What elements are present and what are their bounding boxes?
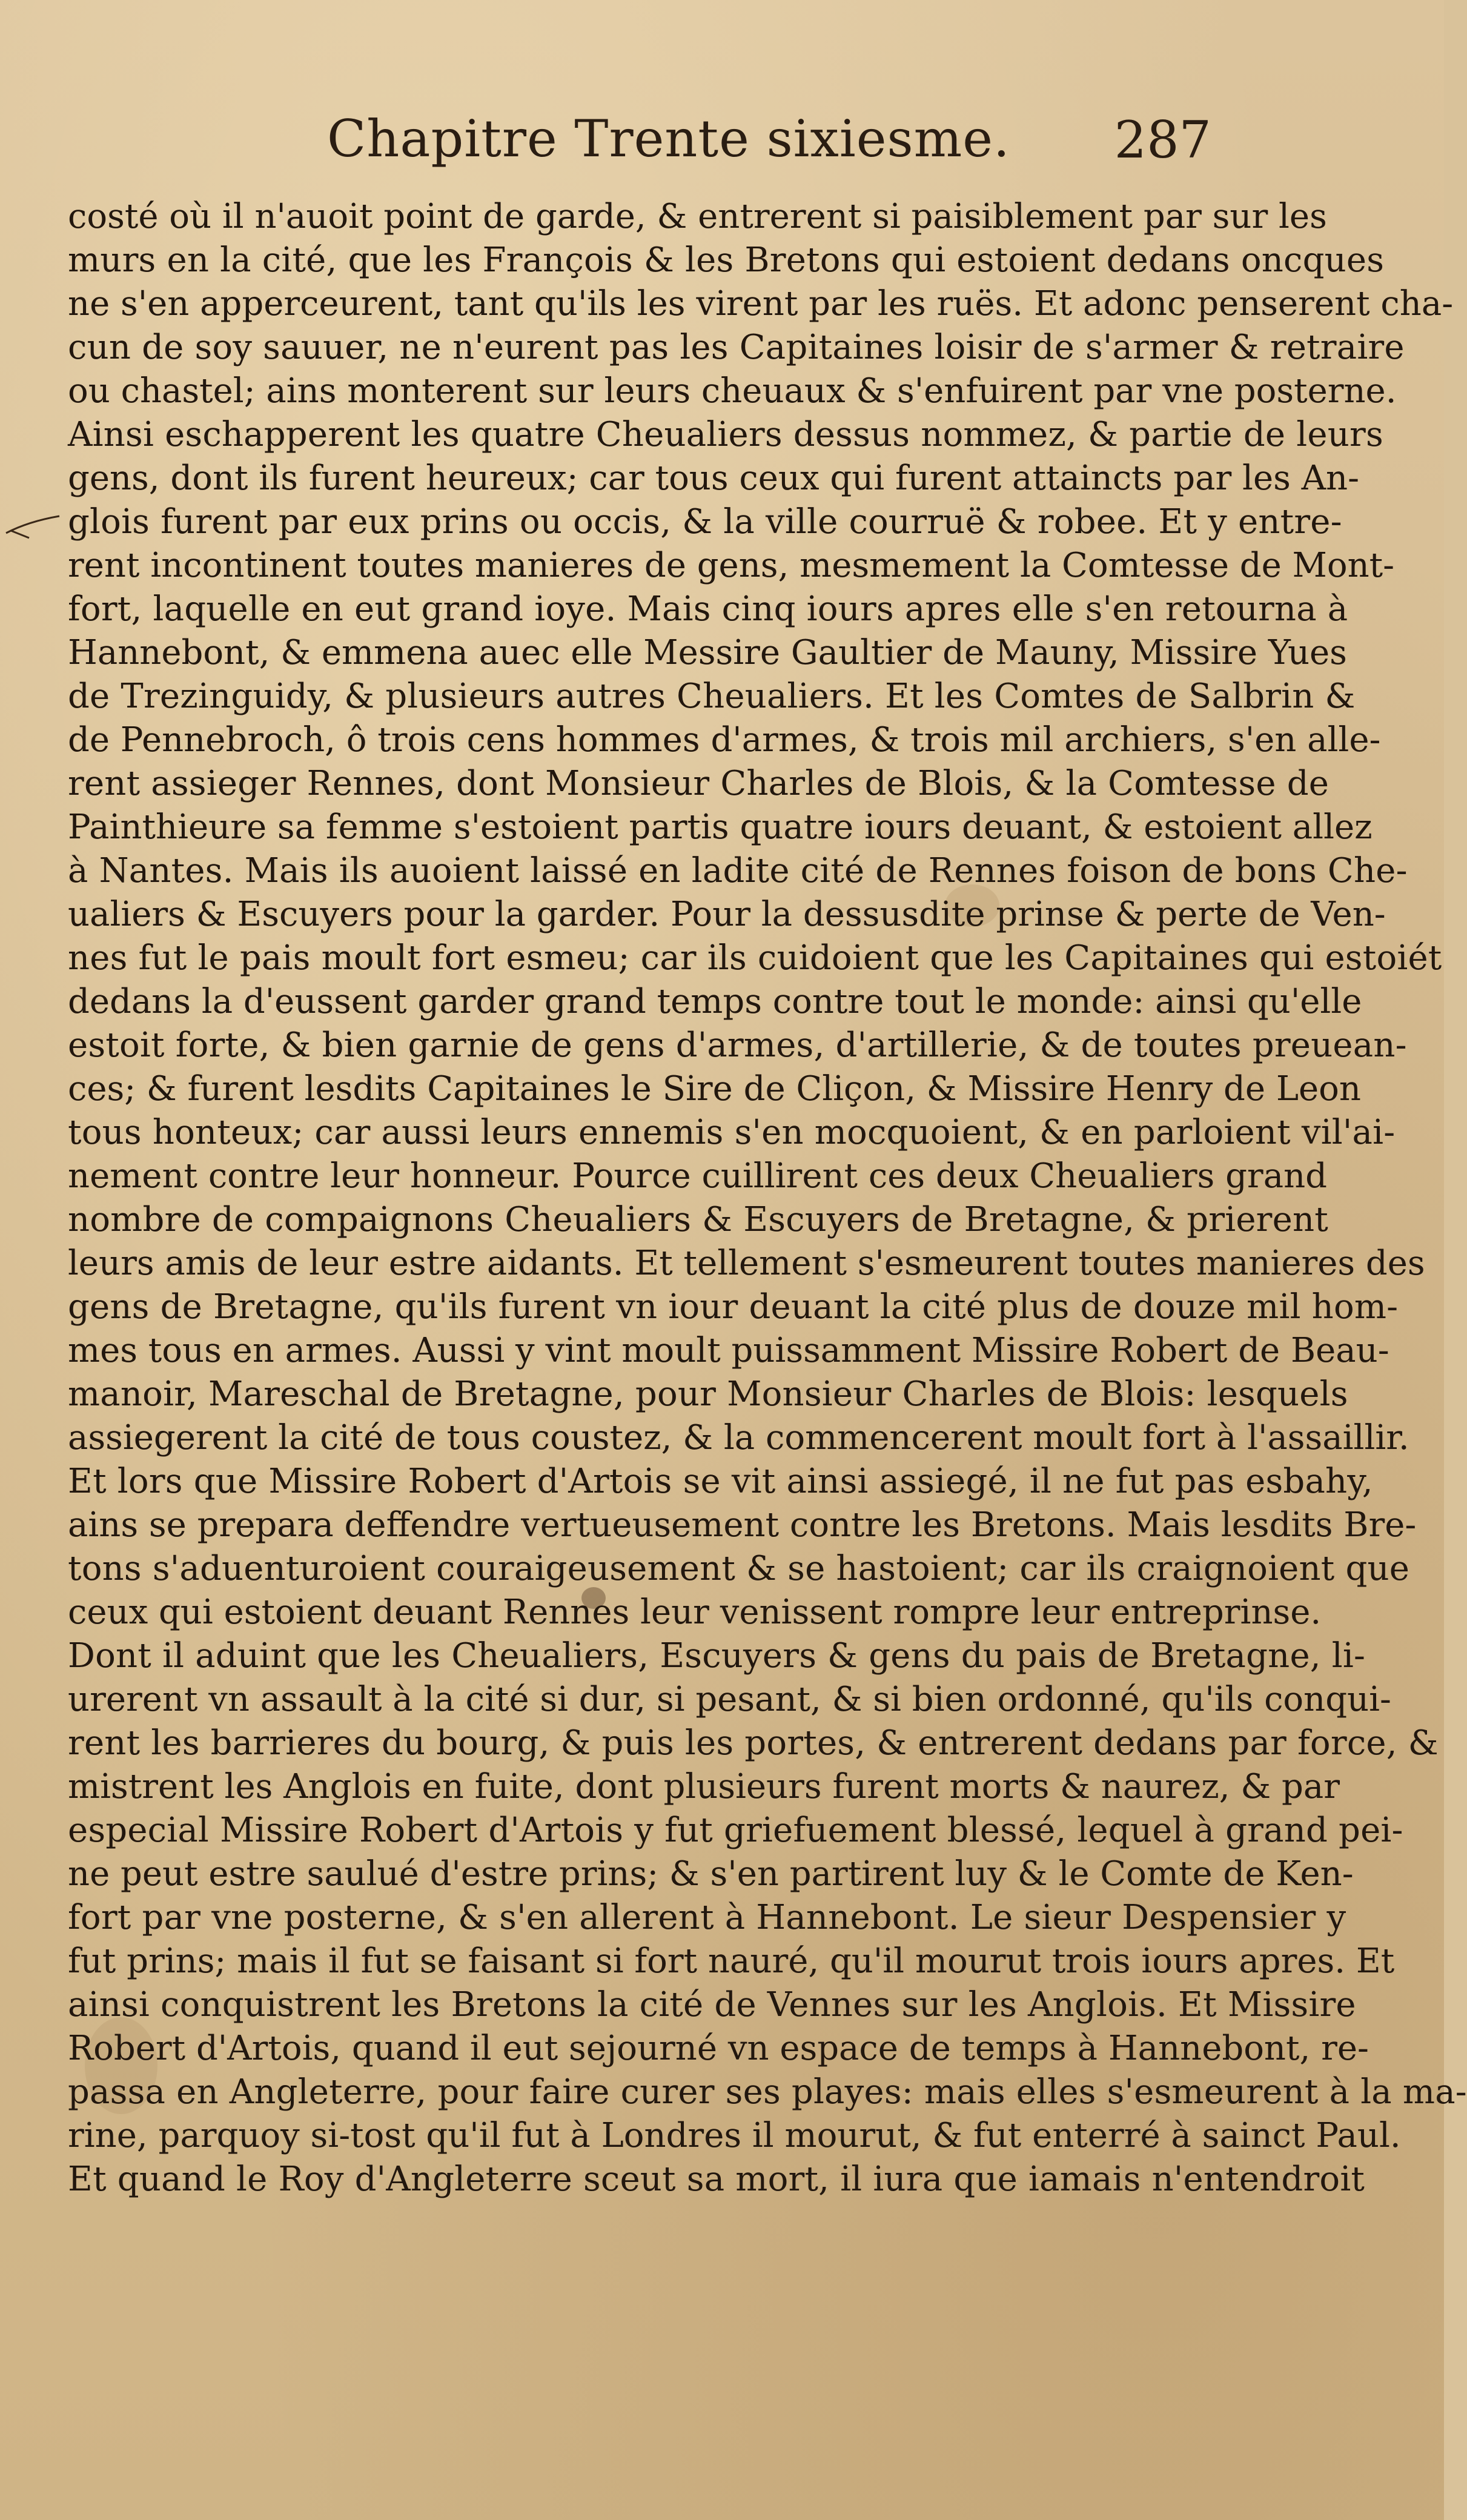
text-line: rent incontinent toutes manieres de gens, mesmement la Comtesse de Mont- (68, 546, 1395, 585)
text-line: leurs amis de leur estre aidants. Et tellement s'esmeurent toutes manieres des (68, 1244, 1425, 1283)
text-line: cun de soy sauuer, ne n'eurent pas les Capitaines loisir de s'armer & retraire (68, 328, 1405, 367)
text-line: nes fut le pais moult fort esmeu; car ils cuidoient que les Capitaines qui estoiét (68, 938, 1442, 978)
text-line: ains se prepara deffendre vertueusement contre les Bretons. Mais lesdits Bre- (68, 1505, 1417, 1545)
text-line: Hannebont, & emmena auec elle Messire Gaultier de Mauny, Missire Yues (68, 633, 1347, 672)
text-line: à Nantes. Mais ils auoient laissé en ladite cité de Rennes foison de bons Che- (68, 851, 1408, 890)
text-line: dedans la d'eussent garder grand temps contre tout le monde: ainsi qu'elle (68, 982, 1362, 1021)
text-line: tous honteux; car aussi leurs ennemis s'en mocquoient, & en parloient vil'ai- (68, 1113, 1396, 1152)
text-line: ne s'en apperceurent, tant qu'ils les virent par les ruës. Et adonc penserent cha- (68, 284, 1454, 323)
text-line: especial Missire Robert d'Artois y fut griefuement blessé, lequel à grand pei- (68, 1811, 1403, 1850)
text-line: ne peut estre saulué d'estre prins; & s'en partirent luy & le Comte de Ken- (68, 1854, 1354, 1894)
text-line: mes tous en armes. Aussi y vint moult puissamment Missire Robert de Beau- (68, 1331, 1389, 1370)
text-line: rent les barrieres du bourg, & puis les portes, & entrerent dedans par force, & (68, 1723, 1439, 1763)
text-line: de Trezinguidy, & plusieurs autres Cheualiers. Et les Comtes de Salbrin & (68, 677, 1356, 716)
text-line: Robert d'Artois, quand il eut sejourné vn espace de temps à Hannebont, re- (68, 2029, 1369, 2068)
text-line: fut prins; mais il fut se faisant si fort nauré, qu'il mourut trois iours apres. Et (68, 1941, 1395, 1981)
text-line: nement contre leur honneur. Pource cuillirent ces deux Cheualiers grand (68, 1156, 1327, 1196)
text-line: ou chastel; ains monterent sur leurs cheuaux & s'enfuirent par vne posterne. (68, 371, 1397, 411)
running-head: Chapitre Trente sixiesme. (327, 109, 1010, 168)
text-line: fort par vne posterne, & s'en allerent à Hannebont. Le sieur Despensier y (68, 1898, 1346, 1937)
text-line: ces; & furent lesdits Capitaines le Sire de Cliçon, & Missire Henry de Leon (68, 1069, 1361, 1109)
text-line: nombre de compaignons Cheualiers & Escuyers de Bretagne, & prierent (68, 1200, 1328, 1239)
page-number: 287 (1114, 110, 1211, 170)
text-line: Ainsi eschapperent les quatre Cheualiers dessus nommez, & partie de leurs (68, 415, 1383, 454)
text-line: Et quand le Roy d'Angleterre sceut sa mort, il iura que iamais n'entendroit (68, 2160, 1365, 2199)
text-line: ainsi conquistrent les Bretons la cité de Vennes sur les Anglois. Et Missire (68, 1985, 1356, 2024)
text-line: murs en la cité, que les François & les Bretons qui estoient dedans oncques (68, 240, 1385, 280)
text-line: manoir, Mareschal de Bretagne, pour Monsieur Charles de Blois: lesquels (68, 1374, 1348, 1414)
text-line: Et lors que Missire Robert d'Artois se vit ainsi assiegé, il ne fut pas esbahy, (68, 1462, 1373, 1501)
text-line: tons s'aduenturoient couraigeusement & se hastoient; car ils craignoient que (68, 1549, 1410, 1588)
page-header (315, 103, 1211, 188)
text-line: passa en Angleterre, pour faire curer ses playes: mais elles s'esmeurent à la ma- (68, 2072, 1467, 2112)
text-line: ualiers & Escuyers pour la garder. Pour la dessusdite prinse & perte de Ven- (68, 895, 1386, 934)
marginal-pen-mark (5, 515, 61, 539)
text-line: urerent vn assault à la cité si dur, si pesant, & si bien ordonné, qu'ils conqui- (68, 1680, 1391, 1719)
text-line: gens, dont ils furent heureux; car tous ceux qui furent attaincts par les An- (68, 459, 1360, 498)
text-line: gens de Bretagne, qu'ils furent vn iour deuant la cité plus de douze mil hom- (68, 1287, 1399, 1327)
text-block (68, 195, 1467, 2201)
text-line: ceux qui estoient deuant Rennes leur venissent rompre leur entreprinse. (68, 1593, 1322, 1632)
text-line: fort, laquelle en eut grand ioye. Mais cinq iours apres elle s'en retourna à (68, 589, 1348, 629)
text-line: assiegerent la cité de tous coustez, & la commencerent moult fort à l'assaillir. (68, 1418, 1409, 1457)
text-line: rent assieger Rennes, dont Monsieur Charles de Blois, & la Comtesse de (68, 764, 1330, 803)
text-line: glois furent par eux prins ou occis, & la ville courruë & robee. Et y entre- (68, 502, 1342, 542)
text-line: Painthieure sa femme s'estoient partis quatre iours deuant, & estoient allez (68, 807, 1373, 847)
text-line: rine, parquoy si-tost qu'il fut à Londres il mourut, & fut enterré à sainct Paul. (68, 2116, 1401, 2155)
text-line: de Pennebroch, ô trois cens hommes d'armes, & trois mil archiers, s'en alle- (68, 720, 1381, 760)
text-line: mistrent les Anglois en fuite, dont plusieurs furent morts & naurez, & par (68, 1767, 1340, 1806)
text-line: costé où il n'auoit point de garde, & entrerent si paisiblement par sur les (68, 197, 1327, 236)
text-line: estoit forte, & bien garnie de gens d'armes, d'artillerie, & de toutes preuean- (68, 1026, 1407, 1065)
text-line: Dont il aduint que les Cheualiers, Escuyers & gens du pais de Bretagne, li- (68, 1636, 1366, 1676)
